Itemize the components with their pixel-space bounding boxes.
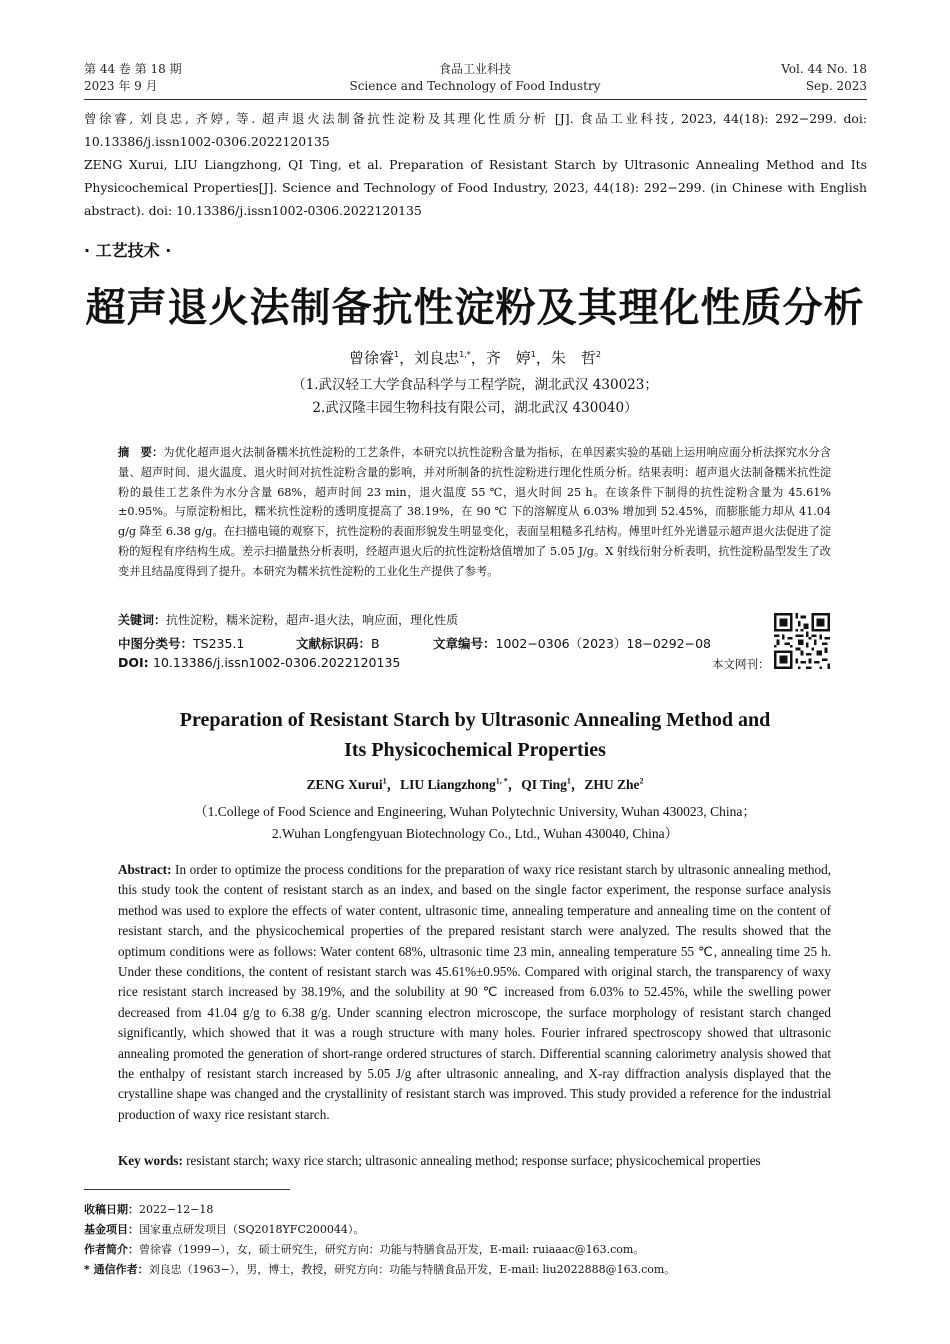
author-cn: 曾徐睿$^1$ <box>348 349 400 367</box>
author-cn: 刘良忠$^{1,*}$ <box>414 349 471 367</box>
affiliations-cn <box>0 374 950 420</box>
header-volume-issue: 第 44 卷 第 18 期 <box>84 62 182 76</box>
header-vol-no: Vol. 44 No. 18 <box>781 62 867 76</box>
author-en: QI Ting$^1$ <box>521 776 571 792</box>
header-journal-en: Science and Technology of Food Industry <box>349 79 601 93</box>
affiliations-en <box>0 801 950 845</box>
header-date-en: Sep. 2023 <box>805 79 867 93</box>
header-journal-cn: 食品工业科技 <box>438 62 511 76</box>
header-volume-en <box>781 61 867 95</box>
abstract-en-text: In order to optimize the process conditions for the preparation of waxy rice resistant starch by ultrasonic annealing method, this study took the content of resistant starch as an index, and based on the single factor experiment, the response surface analysis method was used to explore the effects of water content, ultrasonic time, annealing temperature and annealing time on the content of resistant starch, and the physicochemical properties of the prepared resistant starch were analyzed. The results showed that the optimum conditions were as follows: Water content 68%, ultrasonic time 23 min, annealing temperature 55 ℃, annealing time 25 h. Under these conditions, the content of resistant starch was 45.61%±0.95%. Compared with original starch, the transparency of waxy rice resistant starch increased by 38.19%, and the solubility at 90 ℃ increased from 6.03% to 52.45%, while the swelling power decreased from 41.04 g/g to 6.38 g/g. Under scanning electron microscope, the surface morphology of resistant starch changed significantly, which showed that it was a rough structure with many holes. Fourier infrared spectroscopy showed that ultrasonic annealing promoted the generation of short-range ordered structures of starch. Differential scanning calorimetry analysis showed that the enthalpy of resistant starch increased by 5.05 J/g after ultrasonic annealing, and X-ray diffraction analysis displayed that the crystalline shape was changed and the crystallinity of resistant starch was improved. This study provided a reference for the industrial production of waxy rice resistant starch. <box>118 862 831 1122</box>
keywords-cn <box>118 611 831 631</box>
author-en: ZENG Xurui$^1$ <box>306 776 387 792</box>
footnote-author: 作者简介：曾徐睿（1999−），女，硕士研究生，研究方向：功能与特膳食品开发，E-mail: ruiaaac@163.com。 <box>84 1243 645 1256</box>
footnote-fund: 基金项目：国家重点研发项目（SQ2018YFC200044）。 <box>84 1223 365 1236</box>
abstract-cn <box>118 443 831 582</box>
abstract-cn-label: 摘 要： <box>118 446 164 459</box>
web-edition-label: 本文网刊： <box>712 657 770 671</box>
article-number: 文章编号：1002−0306（2023）18−0292−08 <box>433 636 711 651</box>
affiliation-cn-2: 2.武汉隆丰园生物科技有限公司，湖北武汉 430040） <box>312 400 638 416</box>
author-cn: 朱 哲$^2$ <box>550 349 602 367</box>
paper-title-en <box>0 705 950 765</box>
paper-title-en-line1: Preparation of Resistant Starch by Ultrasonic Annealing Method and <box>179 709 771 731</box>
author-cn: 齐 婷$^1$ <box>485 349 536 367</box>
clc-number: 中图分类号：TS235.1 <box>118 636 245 651</box>
header-date-cn: 2023 年 9 月 <box>84 79 158 93</box>
footnote-divider <box>84 1189 290 1190</box>
abstract-en-label: Abstract: <box>118 862 172 877</box>
author-en: LIU Liangzhong$^{1, *}$ <box>400 776 508 792</box>
abstract-en <box>118 860 831 1125</box>
citation-en: ZENG Xurui, LIU Liangzhong, QI Ting, et al. Preparation of Resistant Starch by Ultrasonic Annealing Method and Its Physicochemical Properties[J]. Science and Technology of Food Industry, 2023, 44(18): 292−299. (in Chinese with English abstract). doi: 10.13386/j.issn1002-0306.2022120135 <box>84 157 867 218</box>
keywords-en-text: resistant starch; waxy rice starch; ultrasonic annealing method; response surface; physicochemical properties <box>182 1153 761 1168</box>
keywords-en-label: Key words: <box>118 1153 183 1168</box>
keywords-cn-label: 关键词： <box>118 613 167 627</box>
affiliation-en-1: （1.College of Food Science and Engineering, Wuhan Polytechnic University, Wuhan 430023, China； <box>194 804 756 819</box>
affiliation-cn-1: （1.武汉轻工大学食品科学与工程学院，湖北武汉 430023； <box>292 377 658 393</box>
citation-cn: 曾徐睿, 刘良忠, 齐婷, 等. 超声退火法制备抗性淀粉及其理化性质分析 [J]. 食品工业科技, 2023, 44(18): 292−299. doi: 10.13386/j.issn1002-0306.2022120135 <box>84 111 867 149</box>
footnote-corresponding: * 通信作者：刘良忠（1963−），男，博士，教授，研究方向：功能与特膳食品开发，E-mail: liu2022888@163.com。 <box>84 1263 676 1276</box>
keywords-en <box>118 1151 831 1171</box>
section-tag: · 工艺技术 · <box>84 241 172 260</box>
qr-code-icon[interactable] <box>774 613 830 669</box>
keywords-cn-text: 抗性淀粉，糯米淀粉，超声-退火法，响应面，理化性质 <box>166 613 459 627</box>
citation-block <box>84 107 867 222</box>
paper-title-cn: 超声退火法制备抗性淀粉及其理化性质分析 <box>85 285 865 331</box>
document-code: 文献标识码：B <box>296 636 380 651</box>
authors-en: ZENG Xurui$^1$，LIU Liangzhong$^{1, *}$，QI Ting$^1$，ZHU Zhe$^2$ <box>306 776 644 792</box>
doi-line: DOI: 10.13386/j.issn1002-0306.2022120135 <box>118 655 401 670</box>
abstract-cn-text: 为优化超声退火法制备糯米抗性淀粉的工艺条件，本研究以抗性淀粉含量为指标，在单因素实验的基础上运用响应面分析法探究水分含量、超声时间、退火温度、退火时间对抗性淀粉含量的影响，并对所制备的抗性淀粉进行理化性质分析。结果表明：超声退火法制备糯米抗性淀粉的最佳工艺条件为水分含量 68%，超声时间 23 min，退火温度 55 ℃，退火时间 25 h。在该条件下制得的抗性淀粉含量为 45.61%±0.95%。与原淀粉相比，糯米抗性淀粉的透明度提高了 38.19%，在 90 ℃ 下的溶解度从 6.03% 增加到 52.45%，而膨胀能力却从 41.04 g/g 降至 6.38 g/g。在扫描电镜的观察下，抗性淀粉的表面形貌发生明显变化，表面呈粗糙多孔结构。傅里叶红外光谱显示超声退火法促进了淀粉的短程有序结构生成。差示扫描量热分析表明，经超声退火后的抗性淀粉焓值增加了 5.05 J/g。X 射线衍射分析表明，抗性淀粉晶型发生了改变并且结晶度得到了提升。本研究为糯米抗性淀粉的工业化生产提供了参考。 <box>118 446 831 578</box>
footnote-received: 收稿日期：2022−12−18 <box>84 1203 214 1216</box>
affiliation-en-2: 2.Wuhan Longfengyuan Biotechnology Co., Ltd., Wuhan 430040, China） <box>271 826 679 841</box>
author-en: ZHU Zhe$^2$ <box>584 776 644 792</box>
paper-title-en-line2: Its Physicochemical Properties <box>344 739 606 761</box>
header-divider <box>84 99 867 100</box>
authors-cn: 曾徐睿$^1$，刘良忠$^{1,*}$，齐 婷$^1$，朱 哲$^2$ <box>348 349 602 367</box>
